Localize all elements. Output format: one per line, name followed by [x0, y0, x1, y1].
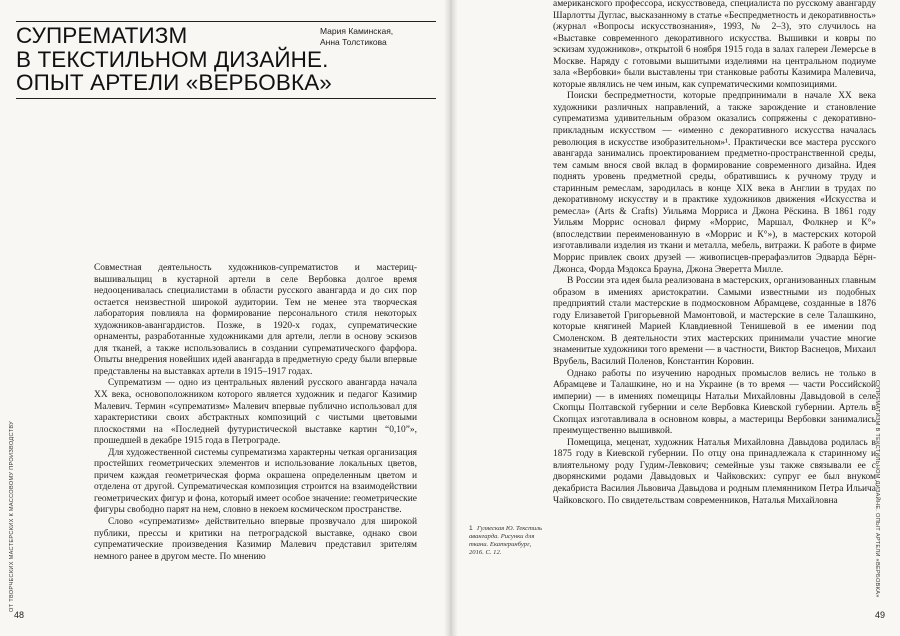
header-rule-top — [16, 21, 436, 22]
paragraph: Слово «супрематизм» действительно впервые прозвучало для широкой публики, прессы и критики на петроградской выставке, однако свои супрематические произведения Казимир Малевич представил зрителям немного ранее в другом месте. По мнению — [94, 517, 417, 562]
book-gutter — [444, 0, 458, 636]
title-line: В ТЕКСТИЛЬНОМ ДИЗАЙНЕ. — [16, 46, 329, 72]
paragraph: Поиски беспредметности, которые предпринимали в начале XX века художники различных направлений, а также зарождение и становление супрематизма удивительным образом оказались сопряжены с декоративно-прикладным искусством — «именно с декоративного искусства началась революция в искусстве изобразительном»¹. Практически все мастера русского авангарда занимались проектированием предметно-пространственной среды, тем самым внося свой вклад в формирование современного дизайна. Идея поднять уровень предметной среды, обратившись к ручному труду и старинным ремеслам, зародилась в конце XIX века в Англии в трудах по декоративному искусству и в практике художников движения «Искусства и ремесла» (Arts & Crafts) Уильяма Морриса и Джона Рёскина. В 1861 году Уильям Моррис основал фирму «Моррис, Маршал, Фолкнер и К°» (впоследствии переименованную в «Моррис и К°»), в мастерских которой изготавливали изделия из ткани и металла, мебель, витражи. К работе в фирме Моррис привлек своих друзей — живописцев-прерафаэлитов Эдварда Бёрн-Джонса, Форда Мэдокса Брауна, Джона Эверетта Милле. — [553, 91, 876, 275]
page-number-left: 48 — [14, 610, 25, 620]
running-head-right: СУПРЕМАТИЗМ В ТЕКСТИЛЬНОМ ДИЗАЙНЕ. ОПЫТ АРТЕЛИ «ВЕРБОВКА» — [874, 380, 880, 598]
footnote — [469, 525, 547, 557]
left-body-text — [94, 263, 417, 563]
article-title — [16, 23, 332, 95]
paragraph: В России эта идея была реализована в мастерских, организованных главным образом в имениях аристократии. Самыми известными из подобных предприятий стали мастерские в подмосковном Абрамцеве, созданные в 1876 году Елизаветой Григорьевной Мамонтовой, и мастерские в селе Талашкино, которые княгиней Марией Клавдиевной Тенишевой в ее имении под Смоленском. В деятельности этих мастерских принимали участие многие знаменитые художники того времени — в частности, Виктор Васнецов, Михаил Врубель, Василий Поленов, Константин Коровин. — [553, 276, 876, 367]
paragraph: Однако работы по изучению народных промыслов велись не только в Абрамцеве и Талашкине, но и на Украине (в то время — части Российской империи) — в имениях помещицы Натальи Михайловны Давыдовой в селе Скопцы Полтавской губернии и селе Вербовка Киевской губернии. Артель в Скопцах изготавливала в основном ковры, а мастерицы Вербовки занимались преимущественно вышивкой. — [553, 368, 876, 437]
paragraph: Совместная деятельность художников-супрематистов и мастериц-вышивальщиц в кустарной артели в селе Вербовка долгое время недооценивалась специалистами в области русского авангарда и до сих пор остается неизвестной широкой аудитории. Тем не менее эта творческая лаборатория повлияла на формирование персонального стиля некоторых художников-авангардистов. Позже, в 1920-х годах, супрематические орнаменты, разработанные художниками для артели, легли в основу эскизов для тканей, а также использовались в создании супрематического фарфора. Опыты внедрения новейших идей авангарда в предметную среду были впервые представлены на выставках артели в 1915–1917 годах. — [94, 263, 417, 377]
right-body-text — [553, 0, 876, 507]
authors — [320, 26, 430, 48]
title-line: СУПРЕМАТИЗМ — [16, 23, 188, 48]
title-line: ОПЫТ АРТЕЛИ «ВЕРБОВКА» — [16, 70, 332, 95]
author-name: Анна Толстикова — [320, 37, 387, 47]
page-number-right: 49 — [875, 610, 886, 620]
paragraph: Супрематизм — одно из центральных явлений русского авангарда начала XX века, основоположником которого является художник и педагог Казимир Малевич. Термин «супрематизм» Малевич впервые публично использовал для характеристики своих абстрактных композиций с чистыми цветовыми плоскостями на «Последней футуристической выставке картин “0,10”», прошедшей в декабре 1915 года в Петрограде. — [94, 378, 417, 447]
paragraph: Для художественной системы супрематизма характерны четкая организация простейших геометрических элементов и использование локальных цветов, причем каждая геометрическая форма окрашена определенным цветом и отделена от другой. Супрематическая композиция строится на взаимодействии геометрических фигур и фона, который имеет особое значение: геометрические фигуры свободно парят на нем, словно в некоем космическом пространстве. — [94, 447, 417, 516]
paragraph: американского профессора, искусствоведа, специалиста по русскому авангарду Шарлотты Дуглас, высказанному в статье «Беспредметность и декоративность» (журнал «Вопросы искусствознания», 1993, № 2–3), это случилось на «Выставке современного декоративного искусства. Вышивки и ковры по эскизам художников», открытой 6 ноября 1915 года в залах галереи Лемерсье в Москве. Наряду с готовыми вышитыми изделиями на центральном подиуме зала «Вербовки» были выставлены три станковые работы Казимира Малевича, которые являлись не чем иным, как супрематическими композициями. — [553, 0, 876, 90]
left-page — [0, 0, 449, 636]
header-rule-bottom — [16, 98, 436, 99]
author-name: Мария Каминская, — [320, 26, 394, 36]
running-head-left: ОТ ТВОРЧЕСКИХ МАСТЕРСКИХ К МАССОВОМУ ПРОИЗВОДСТВУ — [9, 420, 15, 612]
right-page — [451, 0, 900, 636]
footnote-number: 1 — [469, 525, 473, 532]
paragraph: Помещица, меценат, художник Наталья Михайловна Давыдова родилась в 1875 году в Киевской губернии. По отцу она принадлежала к старинному и влиятельному роду Гудим-Левкович; семейные узы также связывали ее с дворянскими родами Давыдовых и Чайковских: супруг ее был внуком декабриста Василия Львовича Давыдова и родным племянником Петра Ильича Чайковского. По свидетельствам современников, Наталья Михайловна — [553, 437, 876, 506]
footnote-text: Гуляеская Ю. Текстиль авангарда. Рисунки для ткани. Екатеринбург, 2016. С. 12. — [469, 525, 543, 556]
